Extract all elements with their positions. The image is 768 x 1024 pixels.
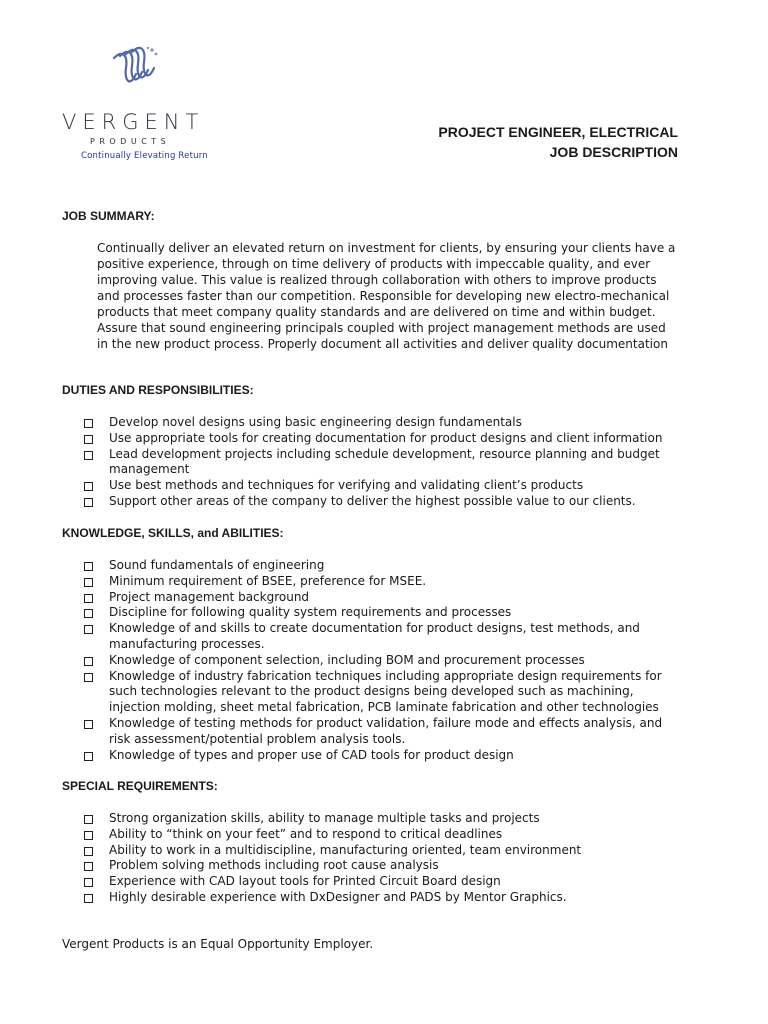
checkbox-icon	[84, 878, 93, 887]
ksa-item: Knowledge of types and proper use of CAD tools for product design	[84, 748, 684, 764]
vergent-swirl-logo-icon	[108, 44, 160, 96]
equal-opportunity-statement: Vergent Products is an Equal Opportunity Employer.	[62, 937, 374, 951]
checkbox-icon	[84, 862, 93, 871]
ksa-item: Minimum requirement of BSEE, preference for MSEE.	[84, 574, 684, 590]
duties-list	[84, 415, 684, 510]
ksa-item: Knowledge of and skills to create documentation for product designs, test methods, and manufacturing processes.	[84, 621, 684, 653]
checkbox-icon	[84, 594, 93, 603]
requirement-item: Problem solving methods including root cause analysis	[84, 858, 684, 874]
checkbox-icon	[84, 894, 93, 903]
checkbox-icon	[84, 482, 93, 491]
brand-name: VERGENT	[62, 110, 205, 134]
requirement-item: Ability to “think on your feet” and to respond to critical deadlines	[84, 827, 684, 843]
checkbox-icon	[84, 609, 93, 618]
ksa-item: Project management background	[84, 590, 684, 606]
ksa-heading: KNOWLEDGE, SKILLS, and ABILITIES:	[62, 526, 284, 540]
special-requirements-list	[84, 811, 684, 906]
job-summary-heading: JOB SUMMARY:	[62, 209, 155, 223]
checkbox-icon	[84, 752, 93, 761]
special-requirements-heading: SPECIAL REQUIREMENTS:	[62, 779, 218, 793]
duties-heading: DUTIES AND RESPONSIBILITIES:	[62, 383, 254, 397]
checkbox-icon	[84, 720, 93, 729]
ksa-item: Discipline for following quality system requirements and processes	[84, 605, 684, 621]
checkbox-icon	[84, 562, 93, 571]
requirement-item: Strong organization skills, ability to manage multiple tasks and projects	[84, 811, 684, 827]
checkbox-icon	[84, 831, 93, 840]
brand-subtitle: PRODUCTS	[90, 137, 171, 146]
duty-item: Use appropriate tools for creating documentation for product designs and client information	[84, 431, 684, 447]
checkbox-icon	[84, 657, 93, 666]
title-line-2: JOB DESCRIPTION	[549, 144, 678, 160]
duty-item: Develop novel designs using basic engineering design fundamentals	[84, 415, 684, 431]
job-summary-text: Continually deliver an elevated return on investment for clients, by ensuring your clients have a positive experience, through on time delivery of products with impeccable quality, and ever improving value. This value is realized through collaboration with others to improve products and processes faster than our competition. Responsible for developing new electro-mechanical products that meet company quality standards and are delivered on time and within budget. Assure that sound engineering principals coupled with project management methods are used in the new product process. Properly document all activities and deliver quality documentation	[97, 241, 676, 351]
checkbox-icon	[84, 578, 93, 587]
brand-tagline: Continually Elevating Return	[81, 151, 208, 161]
requirement-item: Ability to work in a multidiscipline, manufacturing oriented, team environment	[84, 843, 684, 859]
document-title	[438, 122, 678, 162]
duty-item: Use best methods and techniques for verifying and validating client’s products	[84, 478, 684, 494]
requirement-item: Highly desirable experience with DxDesigner and PADS by Mentor Graphics.	[84, 890, 684, 906]
checkbox-icon	[84, 847, 93, 856]
duty-item: Support other areas of the company to deliver the highest possible value to our clients.	[84, 494, 684, 510]
ksa-list	[84, 558, 684, 763]
ksa-item: Sound fundamentals of engineering	[84, 558, 684, 574]
ksa-item: Knowledge of component selection, including BOM and procurement processes	[84, 653, 684, 669]
checkbox-icon	[84, 673, 93, 682]
checkbox-icon	[84, 815, 93, 824]
duty-item: Lead development projects including schedule development, resource planning and budget management	[84, 447, 684, 479]
checkbox-icon	[84, 625, 93, 634]
checkbox-icon	[84, 451, 93, 460]
checkbox-icon	[84, 498, 93, 507]
requirement-item: Experience with CAD layout tools for Printed Circuit Board design	[84, 874, 684, 890]
title-line-1: PROJECT ENGINEER, ELECTRICAL	[438, 124, 678, 140]
checkbox-icon	[84, 419, 93, 428]
ksa-item: Knowledge of industry fabrication techniques including appropriate design requirements for such technologies relevant to the product designs being developed such as machining, injection molding, sheet metal fabrication, PCB laminate fabrication and other technologies	[84, 669, 684, 716]
checkbox-icon	[84, 435, 93, 444]
ksa-item: Knowledge of testing methods for product validation, failure mode and effects analysis, and risk assessment/potential problem analysis tools.	[84, 716, 684, 748]
